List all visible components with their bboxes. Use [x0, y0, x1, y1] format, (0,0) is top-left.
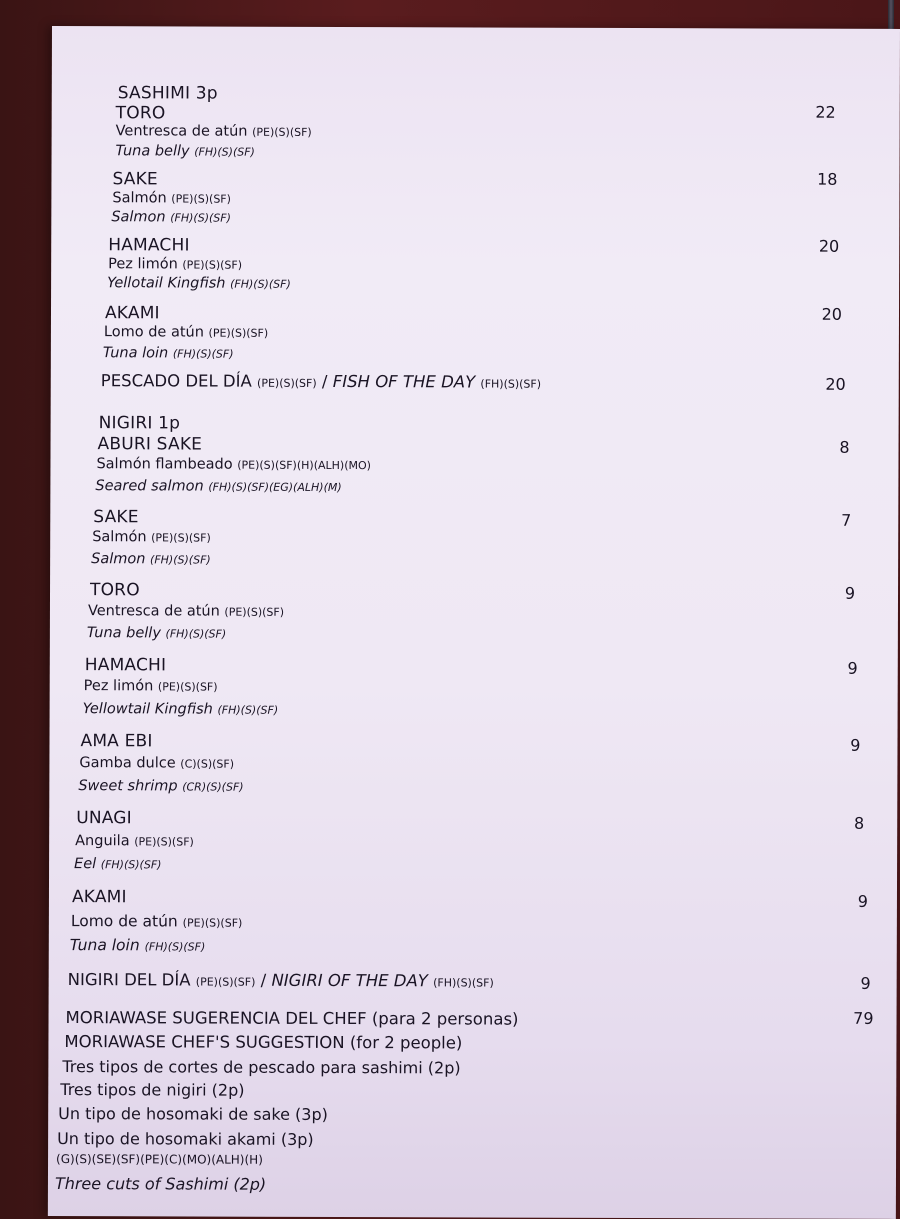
- item-name: TORO: [115, 103, 166, 124]
- item-desc-en: Tuna belly (FH)(S)(SF): [86, 625, 227, 642]
- item-name: HAMACHI: [84, 655, 167, 676]
- allergen-codes: (PE)(S)(SF): [182, 258, 243, 272]
- item-desc-en: Seared salmon (FH)(S)(SF)(EG)(ALH)(M): [95, 478, 342, 495]
- item-desc-en: Salmon (FH)(S)(SF): [91, 551, 211, 568]
- item-name: TORO: [89, 580, 140, 601]
- nigiri-of-the-day: NIGIRI DEL DÍA (PE)(S)(SF) / NIGIRI OF THE DAY (FH)(S)(SF): [67, 970, 494, 991]
- moriawase-title-en: MORIAWASE CHEF'S SUGGESTION (for 2 people): [64, 1032, 463, 1053]
- sashimi-fish-of-the-day: PESCADO DEL DÍA (PE)(S)(SF) / FISH OF THE DAY (FH)(S)(SF): [100, 371, 542, 392]
- allergen-codes: (FH)(S)(SF): [217, 703, 279, 717]
- moriawase-price: 79: [853, 1008, 874, 1028]
- item-desc-es: Gamba dulce (C)(S)(SF): [79, 755, 235, 772]
- item-desc-es: Anguila (PE)(S)(SF): [75, 833, 194, 850]
- item-price: 22: [815, 102, 836, 122]
- allergen-codes: (PE)(S)(SF): [208, 326, 269, 340]
- item-price: 9: [857, 891, 868, 911]
- allergen-codes: (PE)(S)(SF): [224, 605, 285, 619]
- item-desc-es: Ventresca de atún (PE)(S)(SF): [115, 123, 312, 140]
- item-desc-es: Salmón flambeado (PE)(S)(SF)(H)(ALH)(MO): [96, 456, 371, 473]
- item-desc-es: Ventresca de atún (PE)(S)(SF): [87, 603, 285, 620]
- item-desc-en: Eel (FH)(S)(SF): [74, 856, 162, 873]
- allergen-codes: (FH)(S)(SF): [230, 277, 291, 291]
- allergen-codes: (FH)(S)(SF): [144, 940, 206, 954]
- item-price: 20: [818, 236, 840, 256]
- menu-page: [48, 26, 900, 1219]
- item-name: HAMACHI: [108, 235, 190, 256]
- allergen-codes: (FH)(S)(SF): [165, 627, 227, 641]
- item-desc-es: Salmón (PE)(S)(SF): [92, 529, 211, 546]
- allergen-codes: (FH)(S)(SF): [194, 145, 255, 159]
- allergen-codes: (PE)(S)(SF): [151, 531, 211, 545]
- item-desc-en: Sweet shrimp (CR)(S)(SF): [78, 778, 244, 795]
- allergen-codes: (PE)(S)(SF): [134, 835, 194, 849]
- allergen-codes: (FH)(S)(SF): [100, 858, 162, 872]
- item-name: AKAMI: [104, 303, 160, 324]
- allergen-codes: (FH)(S)(SF)(EG)(ALH)(M): [208, 480, 342, 495]
- item-desc-es: Pez limón (PE)(S)(SF): [108, 256, 243, 273]
- allergen-codes: (PE)(S)(SF): [252, 125, 312, 139]
- allergen-codes: (PE)(S)(SF): [182, 916, 243, 930]
- item-name: SAKE: [112, 169, 158, 190]
- section-title-nigiri: NIGIRI 1p: [98, 413, 181, 434]
- nigiri-of-the-day-price: 9: [860, 973, 871, 993]
- item-price: 9: [850, 735, 861, 755]
- allergen-codes: (PE)(S)(SF)(H)(ALH)(MO): [237, 458, 371, 473]
- item-price: 7: [841, 510, 852, 530]
- moriawase-title-es: MORIAWASE SUGERENCIA DEL CHEF (para 2 personas): [65, 1008, 519, 1029]
- item-desc-en: Yellotail Kingfish (FH)(S)(SF): [107, 275, 291, 292]
- moriawase-line-2: Tres tipos de nigiri (2p): [60, 1080, 245, 1100]
- item-desc-en: Tuna loin (FH)(S)(SF): [102, 345, 234, 362]
- allergen-codes: (C)(S)(SF): [180, 757, 235, 771]
- item-desc-en: Tuna loin (FH)(S)(SF): [69, 936, 206, 955]
- item-desc-en: Yellowtail Kingfish (FH)(S)(SF): [82, 701, 279, 718]
- item-name: SAKE: [93, 507, 139, 528]
- allergen-codes: (CR)(S)(SF): [182, 780, 244, 794]
- item-price: 8: [839, 437, 850, 457]
- allergen-codes: (FH)(S)(SF): [150, 553, 211, 567]
- item-name: AMA EBI: [80, 731, 153, 752]
- item-desc-es: Pez limón (PE)(S)(SF): [83, 678, 218, 695]
- moriawase-allergens: (G)(S)(SE)(SF)(PE)(C)(MO)(ALH)(H): [56, 1152, 263, 1167]
- section-title-sashimi: SASHIMI 3p: [117, 83, 218, 104]
- allergen-codes: (PE)(S)(SF): [171, 192, 231, 206]
- item-desc-es: Lomo de atún (PE)(S)(SF): [70, 912, 243, 931]
- item-name: ABURI SAKE: [97, 434, 203, 455]
- item-name: AKAMI: [71, 887, 127, 908]
- item-price: 8: [854, 813, 865, 833]
- moriawase-line-4: Un tipo de hosomaki akami (3p): [57, 1129, 314, 1149]
- item-price: 9: [847, 658, 858, 678]
- item-desc-es: Lomo de atún (PE)(S)(SF): [103, 324, 269, 341]
- fish-of-the-day-price: 20: [825, 374, 846, 394]
- moriawase-line-3: Un tipo de hosomaki de sake (3p): [58, 1104, 328, 1124]
- item-desc-es: Salmón (PE)(S)(SF): [112, 190, 231, 207]
- allergen-codes: (PE)(S)(SF): [157, 680, 218, 694]
- item-price: 20: [821, 304, 843, 324]
- allergen-codes: (FH)(S)(SF): [172, 347, 234, 361]
- item-desc-en: Salmon (FH)(S)(SF): [111, 209, 231, 226]
- allergen-codes: (FH)(S)(SF): [170, 211, 231, 225]
- item-price: 9: [844, 583, 856, 603]
- item-desc-en: Tuna belly (FH)(S)(SF): [115, 143, 255, 160]
- moriawase-line-1: Tres tipos de cortes de pescado para sashimi (2p): [62, 1057, 461, 1078]
- item-name: UNAGI: [76, 808, 132, 829]
- moriawase-en-line: Three cuts of Sashimi (2p): [54, 1174, 267, 1194]
- item-price: 18: [817, 169, 838, 189]
